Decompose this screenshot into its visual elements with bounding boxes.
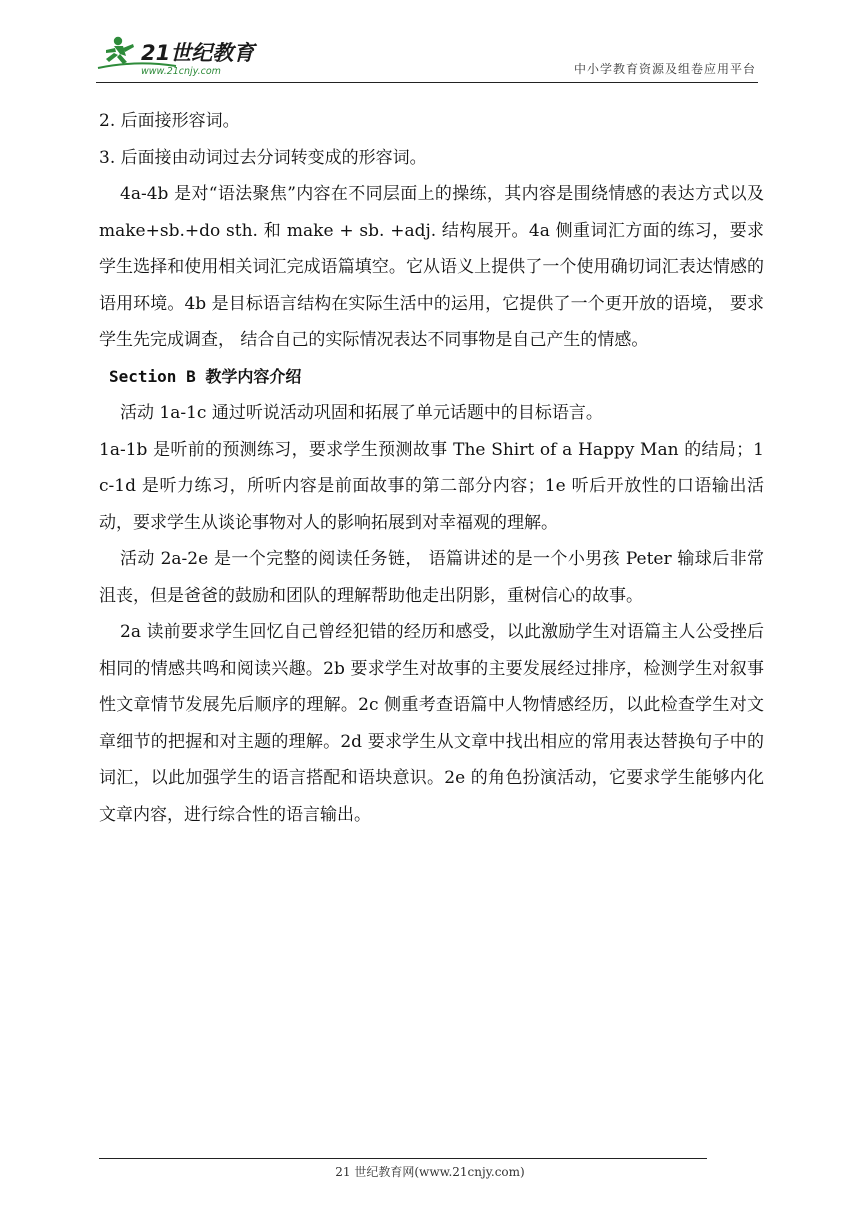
section-heading: Section B 教学内容介绍 bbox=[109, 366, 302, 386]
logo-url: www.21cnjy.com bbox=[141, 66, 221, 77]
page-header bbox=[0, 0, 860, 90]
site-name: 中小学教育资源及组卷应用平台 bbox=[573, 62, 756, 76]
paragraph: 4a-4b 是对“语法聚焦”内容在不同层面上的操练，其内容是围绕情感的表达方式以及 make+sb.+do sth. 和 make + sb. +adj. 结构展开。4a 侧重词汇方面的练习，要求学生选择和使用相关词汇完成语篇填空。它从语义上提供了一个使用确切词汇表达情感的语用环境。4b 是目标语言结构在实际生活中的运用，它提供了一个更开放的语境， 要求学生先完成调查， 结合自己的实际情况表达不同事物是自己产生的情感。 bbox=[99, 184, 764, 350]
paragraph: 2. 后面接形容词。 bbox=[99, 111, 240, 131]
document-body bbox=[99, 103, 764, 833]
paragraph: 活动 1a-1c 通过听说活动巩固和拓展了单元话题中的目标语言。 bbox=[120, 403, 603, 423]
site-logo bbox=[96, 32, 266, 82]
paragraph: 3. 后面接由动词过去分词转变成的形容词。 bbox=[99, 147, 427, 168]
paragraph: 2a 读前要求学生回忆自己曾经犯错的经历和感受，以此激励学生对语篇主人公受挫后相同的情感共鸣和阅读兴趣。2b 要求学生对故事的主要发展经过排序，检测学生对叙事性文章情节发展先后顺序的理解。2c 侧重考查语篇中人物情感经历，以此检查学生对文章细节的把握和对主题的理解。2d 要求学生从文章中找出相应的常用表达替换句子中的词汇，以此加强学生的语言搭配和语块意识。2e 的角色扮演活动，它要求学生能够内化文章内容，进行综合性的语言输出。 bbox=[99, 622, 764, 825]
header-divider bbox=[96, 82, 758, 83]
paragraph: 活动 2a-2e 是一个完整的阅读任务链， 语篇讲述的是一个小男孩 Peter 输球后非常沮丧，但是爸爸的鼓励和团队的理解帮助他走出阴影，重树信心的故事。 bbox=[99, 549, 764, 606]
paragraph: 1a-1b 是听前的预测练习，要求学生预测故事 The Shirt of a Happy Man 的结局；1c-1d 是听力练习，所听内容是前面故事的第二部分内容；1e 听后开放性的口语输出活动，要求学生从谈论事物对人的影响拓展到对幸福观的理解。 bbox=[99, 439, 764, 533]
page-footer: 21 世纪教育网(www.21cnjy.com) bbox=[335, 1165, 525, 1179]
footer-divider bbox=[99, 1158, 707, 1159]
logo-text: 21世纪教育 bbox=[141, 41, 255, 65]
